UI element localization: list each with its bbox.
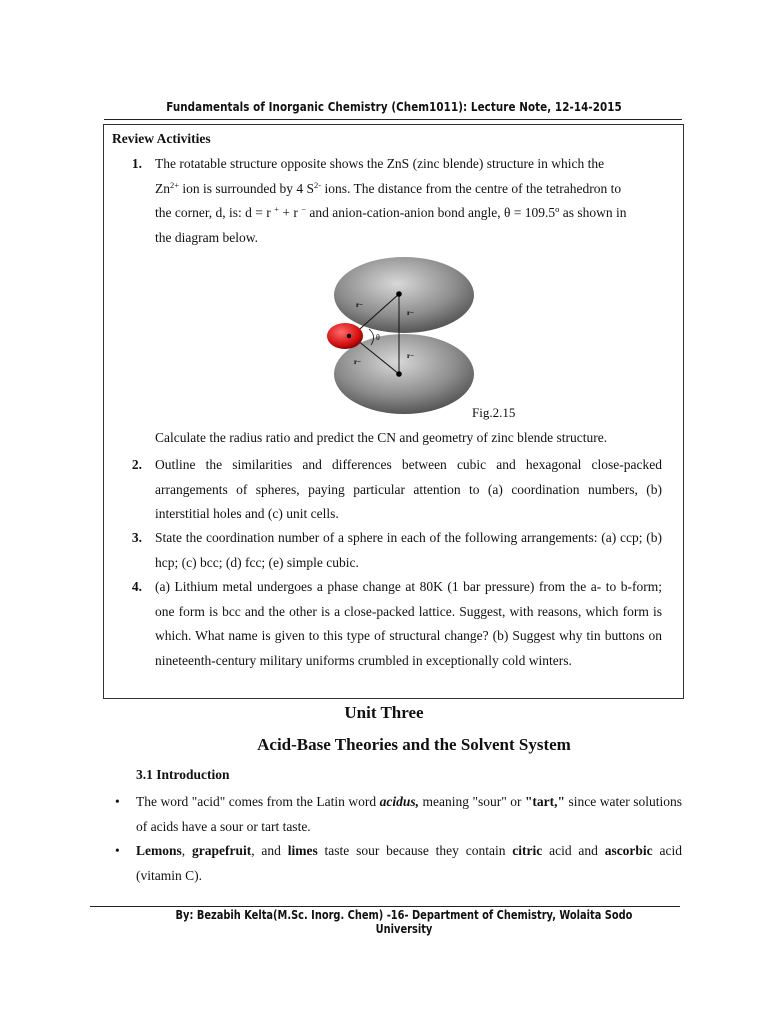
item-2-text: Outline the similarities and differences between cubic and hexagonal close-packed arrangements of spheres, paying particular attention to (a) coordination numbers, (b) interstitial holes and (c) unit cells. <box>155 457 662 521</box>
figure-caption: Fig.2.15 <box>472 405 516 420</box>
item-number: 1. <box>131 156 142 171</box>
running-header: Fundamentals of Inorganic Chemistry (Chem1011): Lecture Note, 12-14-2015 <box>166 100 622 114</box>
item-4-text: (a) Lithium metal undergoes a phase change at 80K (1 bar pressure) from the a- to b-form; one form is bcc and the other is a close-packed lattice. Suggest, with reasons, which form is which. What name is given to this type of structural change? (b) Suggest why tin buttons on nineteenth-century military uniforms crumbled in exceptionally cold winters. <box>155 579 662 668</box>
review-item-4 <box>128 575 662 673</box>
review-item-3 <box>128 526 662 575</box>
label-r-minus-right-top: r− <box>407 309 415 317</box>
section-heading: 3.1 Introduction <box>136 767 230 782</box>
item-number: 2. <box>131 457 142 472</box>
review-item-1 <box>128 152 662 250</box>
review-activities-box <box>103 124 684 699</box>
unit-subtitle: Acid-Base Theories and the Solvent System <box>257 735 571 754</box>
unit-title: Unit Three <box>344 703 424 722</box>
label-r-minus-right-bottom: r− <box>407 352 415 360</box>
item-1-line-4: the diagram below. <box>155 229 258 245</box>
review-title: Review Activities <box>112 131 211 146</box>
bullet-dot: • <box>115 794 120 809</box>
bullet-acid-origin: • The word "acid" comes from the Latin word acidus, meaning "sour" or "tart," since water solutions of acids have a sour or tart taste. <box>118 789 682 839</box>
item-number: 4. <box>131 579 142 594</box>
item-1-line-2: $Zn^{2+}$ ion is surrounded by 4 $S^{2-}$ ions. The distance from the centre of the tetrahedron to <box>155 179 622 196</box>
item-1-line-3: the corner, d, is: d = r + + r − and anion-cation-anion bond angle, $\theta = 109.5^o$ as shown in <box>155 204 627 220</box>
zinc-blende-figure <box>319 257 479 417</box>
cation-sphere <box>327 323 363 349</box>
running-footer: By: Bezabih Kelta(M.Sc. Inorg. Chem) -16- Department of Chemistry, Wolaita Sodo University <box>175 908 633 936</box>
label-r-minus-lower: r− <box>354 358 362 366</box>
review-item-2 <box>128 453 662 527</box>
header-rule <box>104 119 682 120</box>
item-3-text: State the coordination number of a sphere in each of the following arrangements: (a) ccp; (b) hcp; (c) bcc; (d) fcc; (e) simple cubic. <box>155 530 662 570</box>
item-1-line-1: The rotatable structure opposite shows the ZnS (zinc blende) structure in which the <box>155 156 605 171</box>
label-r-minus-upper: r− <box>356 301 364 309</box>
item-number: 3. <box>131 530 142 545</box>
label-theta: θ <box>376 333 380 342</box>
bullet-dot: • <box>115 843 120 858</box>
footer-rule <box>90 906 680 907</box>
bullet-sour-fruits: • Lemons, grapefruit, and limes taste sour because they contain citric acid and ascorbic acid (vitamin C). <box>118 838 682 888</box>
upper-anion-sphere <box>334 257 474 333</box>
calculate-instruction: Calculate the radius ratio and predict the CN and geometry of zinc blende structure. <box>155 430 608 445</box>
